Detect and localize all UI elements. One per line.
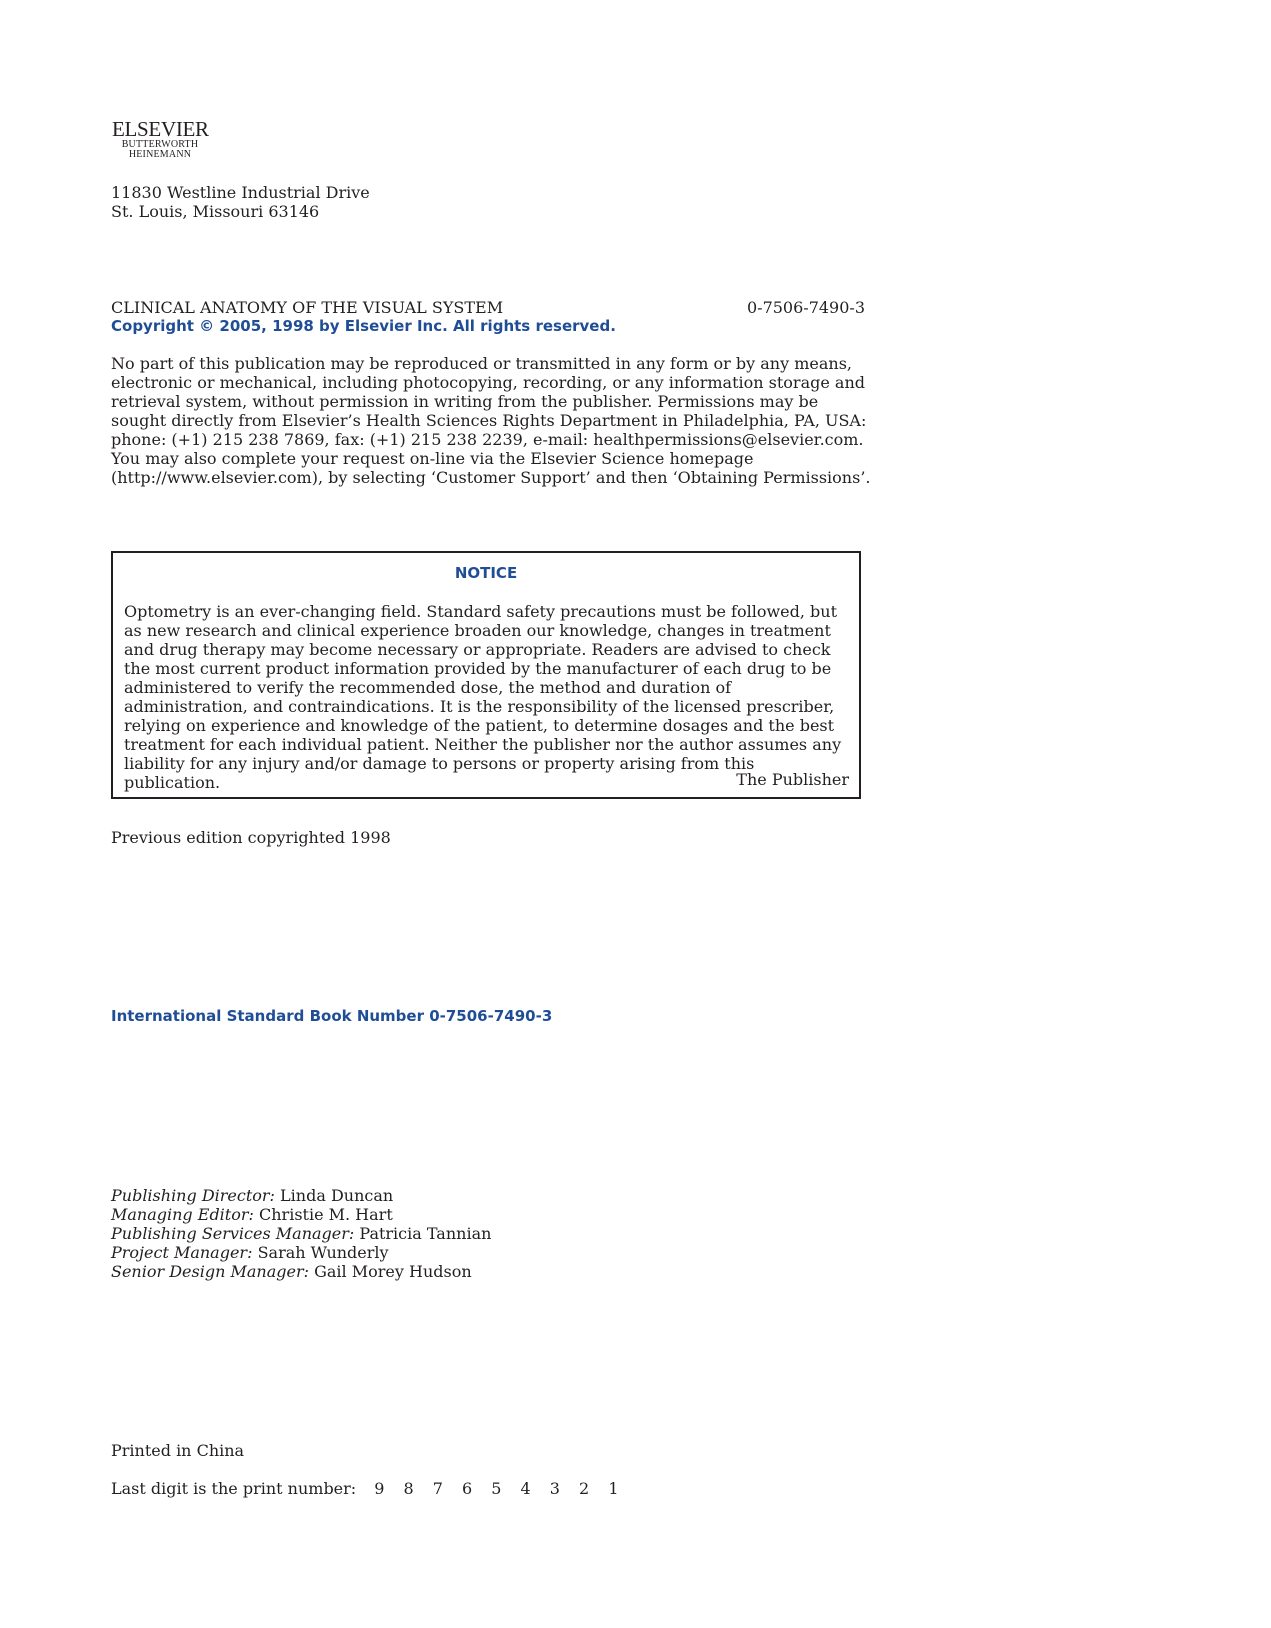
credit-row [111,1205,491,1224]
book-isbn: 0-7506-7490-3 [746,298,865,317]
credit-person: Christie M. Hart [259,1205,393,1224]
credit-person: Linda Duncan [280,1186,394,1205]
credit-person: Sarah Wunderly [257,1243,389,1262]
print-number-digits: 9 8 7 6 5 4 3 2 1 [374,1479,619,1498]
logo-wordmark: ELSEVIER [112,117,209,141]
credit-role: Publishing Director: [111,1186,275,1205]
address-line-1: 11830 Westline Industrial Drive [111,183,370,202]
credit-person: Gail Morey Hudson [314,1262,472,1281]
print-number-label: Last digit is the print number: [111,1479,357,1498]
notice-signature: The Publisher [736,770,849,789]
credit-role: Publishing Services Manager: [111,1224,355,1243]
credit-row [111,1186,491,1205]
isbn-statement: International Standard Book Number 0-7506-7490-3 [111,1007,553,1025]
print-number-line [111,1479,619,1498]
copyright-line: Copyright © 2005, 1998 by Elsevier Inc. All rights reserved. [111,317,616,335]
credit-role: Project Manager: [111,1243,253,1262]
credit-role: Managing Editor: [111,1205,254,1224]
credit-role: Senior Design Manager: [111,1262,309,1281]
credit-row [111,1262,491,1281]
publisher-logo [112,118,208,160]
logo-imprint-line-1: BUTTERWORTH [121,139,199,150]
notice-title: NOTICE [454,564,518,582]
rights-paragraph: No part of this publication may be reproduced or transmitted in any form or by any means, electronic or mechanical, including photocopying, recording, or any information storage and retrieval system, without permission in writing from the publisher. Permissions may be sought directly from Elsevier’s Health Sciences Rights Department in Philadelphia, PA, USA: phone: (+1) 215 238 7869, fax: (+1) 215 238 2239, e-mail: healthpermissions@elsevier.com. You may also complete your request on-line via the Elsevier Science homepage (http://www.elsevier.com), by selecting ‘Customer Support’ and then ‘Obtaining Permissions’. [111,354,871,487]
printed-in: Printed in China [111,1441,245,1460]
notice-body: Optometry is an ever-changing field. Standard safety precautions must be followed, but as new research and clinical experience broaden our knowledge, changes in treatment and drug therapy may become necessary or appropriate. Readers are advised to check the most current product information provided by the manufacturer of each drug to be administered to verify the recommended dose, the method and duration of administration, and contraindications. It is the responsibility of the licensed prescriber, relying on experience and knowledge of the patient, to determine dosages and the best treatment for each individual patient. Neither the publisher nor the author assumes any liability for any injury and/or damage to persons or property arising from this publication. [124,602,842,792]
publisher-address [111,183,370,221]
address-line-2: St. Louis, Missouri 63146 [111,202,320,221]
credits-list [111,1186,491,1281]
notice-box [111,551,861,799]
credit-row [111,1243,491,1262]
previous-edition: Previous edition copyrighted 1998 [111,828,391,847]
credit-person: Patricia Tannian [359,1224,492,1243]
book-title: CLINICAL ANATOMY OF THE VISUAL SYSTEM [111,298,504,317]
credit-row [111,1224,491,1243]
logo-imprint-line-2: HEINEMANN [128,149,192,160]
